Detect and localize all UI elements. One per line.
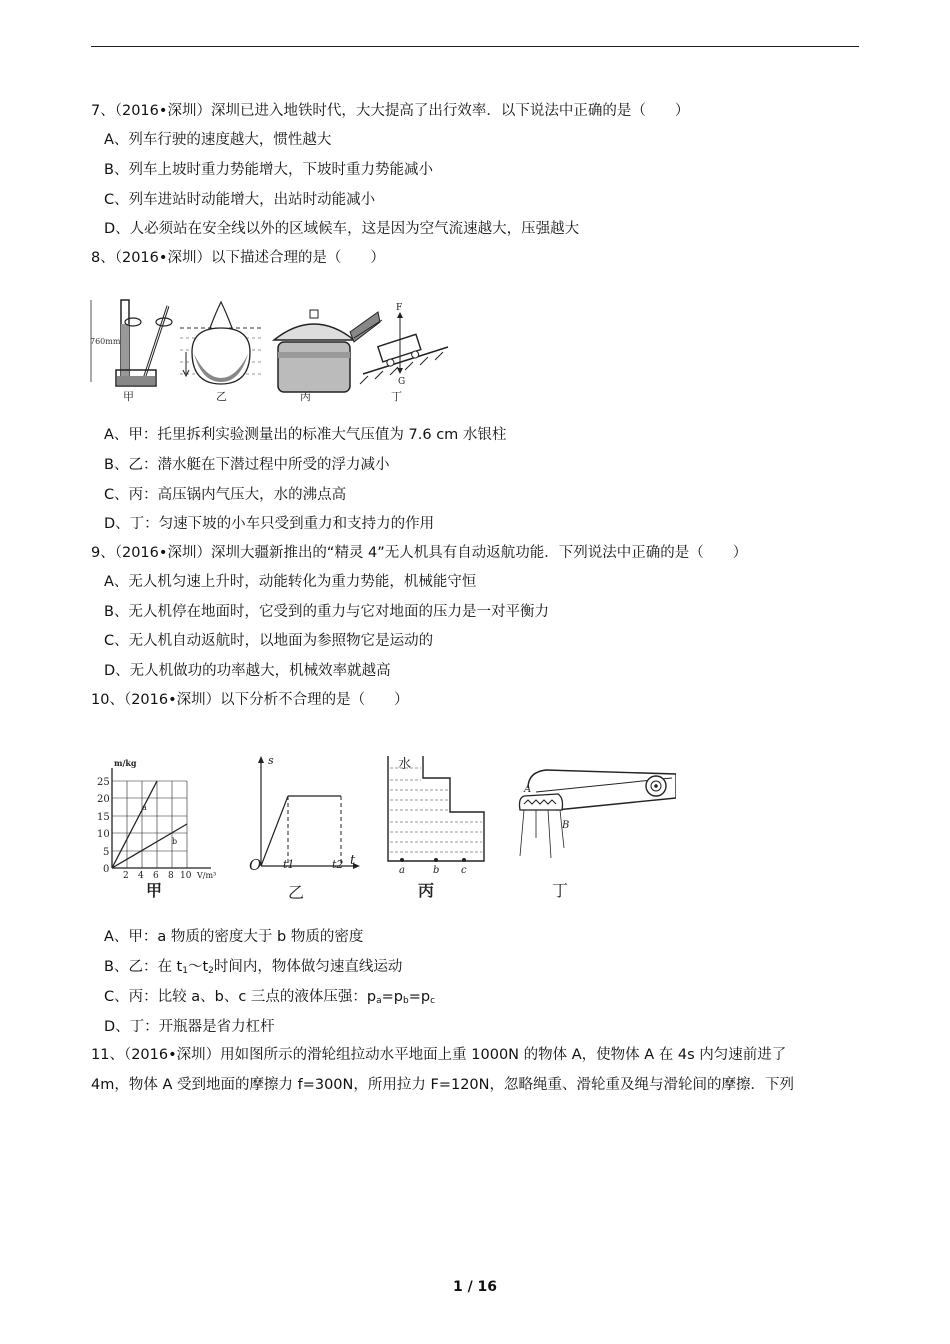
- svg-text:0: 0: [103, 864, 110, 875]
- question-7-option-d: D、人必须站在安全线以外的区域候车，这是因为空气流速越大，压强越大: [104, 221, 580, 237]
- svg-text:a: a: [399, 865, 405, 876]
- label-yi: 乙: [288, 883, 305, 902]
- question-8-figure: [88, 292, 468, 407]
- question-10-option-a: A、甲：a 物质的密度大于 b 物质的密度: [104, 929, 364, 945]
- svg-text:F: F: [396, 303, 403, 313]
- question-10-stem: 10、（2016•深圳）以下分析不合理的是（ ）: [91, 692, 409, 708]
- svg-text:4: 4: [138, 871, 144, 881]
- svg-text:B: B: [562, 820, 570, 831]
- svg-text:a: a: [142, 803, 147, 812]
- question-9-option-b: B、无人机停在地面时，它受到的重力与它对地面的压力是一对平衡力: [104, 604, 549, 620]
- label-bing: 丙: [418, 881, 435, 900]
- svg-text:8: 8: [168, 871, 174, 881]
- question-9-option-c: C、无人机自动返航时，以地面为参照物它是运动的: [104, 633, 434, 649]
- submarine-diagram: [180, 302, 263, 403]
- question-9-option-a: A、无人机匀速上升时，动能转化为重力势能，机械能守恒: [104, 574, 477, 590]
- svg-text:m/kg: m/kg: [114, 758, 137, 768]
- svg-text:25: 25: [97, 777, 110, 788]
- label-jia: 甲: [123, 390, 134, 403]
- question-7-stem: 7、（2016•深圳）深圳已进入地铁时代，大大提高了出行效率．以下说法中正确的是（ ）: [91, 103, 690, 119]
- torricelli-diagram: [90, 300, 172, 403]
- svg-text:O: O: [249, 856, 262, 874]
- label-ding: 丁: [552, 881, 569, 900]
- header-rule: [91, 46, 859, 47]
- label-yi: 乙: [216, 390, 227, 403]
- label-jia: 甲: [146, 881, 163, 900]
- svg-text:6: 6: [153, 871, 159, 881]
- question-9-option-d: D、无人机做功的功率越大，机械效率就越高: [104, 663, 391, 679]
- question-11-stem-line2: 4m，物体 A 受到地面的摩擦力 f=300N，所用拉力 F=120N，忽略绳重、滑轮重及绳与滑轮间的摩擦．下列: [91, 1077, 794, 1093]
- svg-text:20: 20: [97, 794, 110, 805]
- svg-text:V/m³: V/m³: [197, 871, 217, 880]
- question-8-option-c: C、丙：高压锅内气压大，水的沸点高: [104, 487, 347, 503]
- question-7-option-a: A、列车行驶的速度越大，惯性越大: [104, 132, 332, 148]
- label-ding: 丁: [391, 390, 402, 403]
- svg-text:10: 10: [97, 829, 110, 840]
- svg-text:760mm: 760mm: [90, 337, 121, 346]
- page-number: 1 / 16: [452, 1279, 498, 1295]
- question-10-option-d: D、丁：开瓶器是省力杠杆: [104, 1019, 275, 1035]
- pressure-cooker-diagram: [274, 310, 382, 403]
- question-11-stem-line1: 11、（2016•深圳）用如图所示的滑轮组拉动水平地面上重 1000N 的物体 A，使物体 A 在 4s 内匀速前进了: [91, 1047, 787, 1063]
- question-7-option-b: B、列车上坡时重力势能增大，下坡时重力势能减小: [104, 162, 433, 178]
- question-10-option-b: B、乙：在 $t_1\sim t_2$时间内，物体做匀速直线运动: [104, 959, 403, 976]
- svg-text:s: s: [268, 754, 274, 767]
- svg-text:b: b: [172, 837, 178, 846]
- svg-text:t1: t1: [283, 858, 295, 871]
- svg-text:2: 2: [123, 871, 129, 881]
- question-8-option-a: A、甲：托里拆利实验测量出的标准大气压值为 7.6 cm 水银柱: [104, 427, 507, 443]
- question-7-option-c: C、列车进站时动能增大，出站时动能减小: [104, 192, 376, 208]
- question-8-option-b: B、乙：潜水艇在下潜过程中所受的浮力减小: [104, 457, 390, 473]
- svg-text:G: G: [398, 377, 406, 387]
- svg-text:t: t: [350, 853, 356, 868]
- svg-text:A: A: [524, 784, 532, 795]
- question-10-figure: [96, 748, 676, 908]
- svg-text:10: 10: [180, 871, 192, 881]
- mass-volume-graph: [97, 758, 216, 900]
- question-10-option-c: C、丙：比较 a、b、c 三点的液体压强：$p_a=p_b=p_c$: [104, 989, 436, 1006]
- distance-time-graph: [249, 754, 360, 902]
- question-8-option-d: D、丁：匀速下坡的小车只受到重力和支持力的作用: [104, 516, 435, 532]
- svg-text:c: c: [461, 865, 467, 876]
- svg-text:b: b: [433, 865, 440, 876]
- water-container-diagram: [388, 756, 484, 900]
- svg-text:t2: t2: [332, 858, 344, 871]
- label-bing: 丙: [300, 390, 311, 403]
- svg-text:水: 水: [398, 757, 412, 772]
- question-9-stem: 9、（2016•深圳）深圳大疆新推出的“精灵 4”无人机具有自动返航功能．下列说法中正确的是（ ）: [91, 545, 748, 561]
- svg-text:15: 15: [97, 812, 110, 823]
- bottle-opener-diagram: [520, 770, 677, 900]
- question-8-stem: 8、（2016•深圳）以下描述合理的是（ ）: [91, 250, 385, 266]
- svg-text:5: 5: [103, 847, 110, 858]
